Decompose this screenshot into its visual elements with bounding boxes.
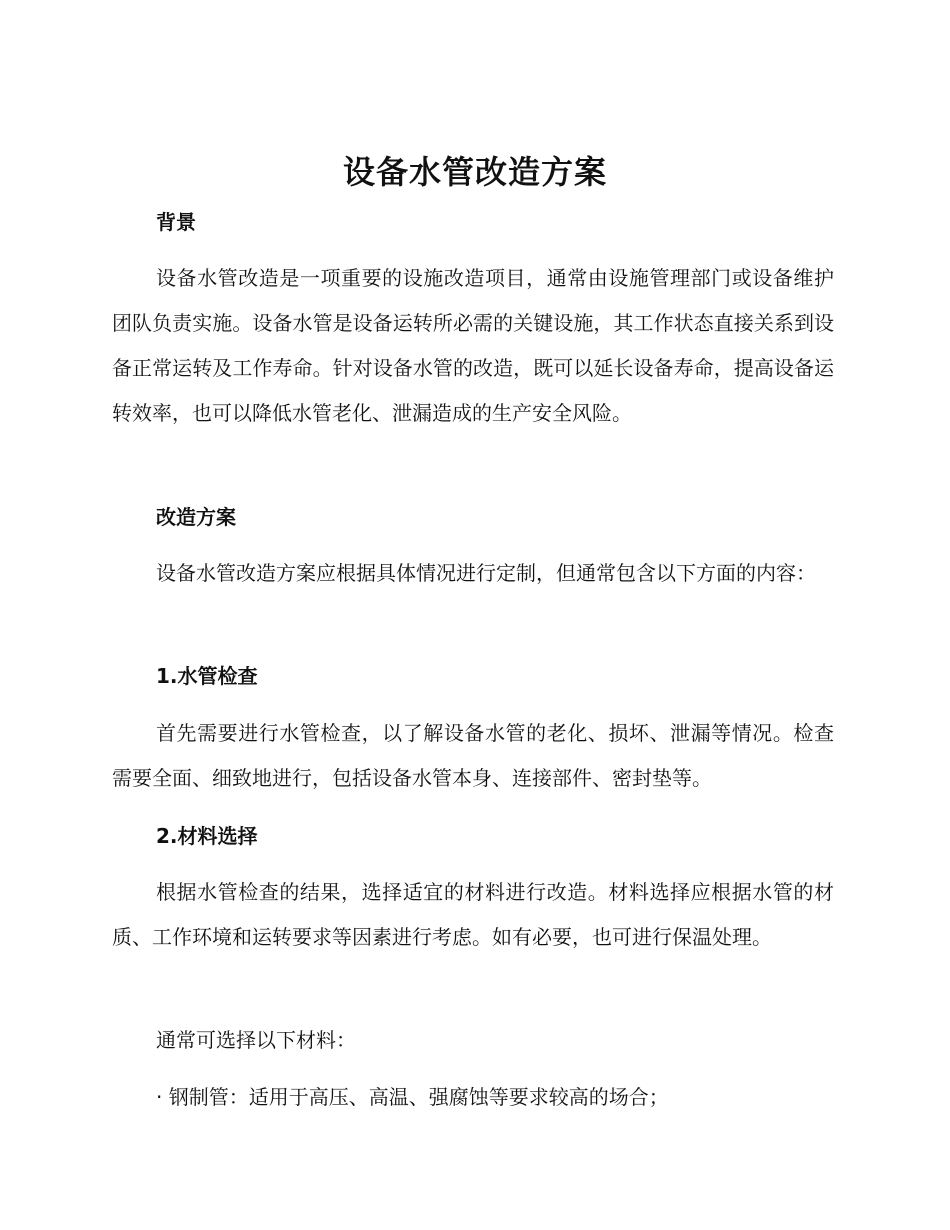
materials-list-intro: 通常可选择以下材料： xyxy=(156,1028,356,1052)
document-title: 设备水管改造方案 xyxy=(342,153,607,191)
section-heading-background: 背景 xyxy=(156,210,196,234)
section-heading-plan: 改造方案 xyxy=(156,505,236,529)
materials-paragraph: 根据水管检查的结果，选择适宜的材料进行改造。材料选择应根据水管的材质、工作环境和运转要求等因素进行考虑。如有必要，也可进行保温处理。 xyxy=(112,880,834,949)
section-heading-materials: 2.材料选择 xyxy=(156,824,258,848)
plan-intro-paragraph: 设备水管改造方案应根据具体情况进行定制，但通常包含以下方面的内容： xyxy=(156,561,816,585)
materials-list-item: · 钢制管：适用于高压、高温、强腐蚀等要求较高的场合； xyxy=(156,1085,669,1109)
inspection-paragraph: 首先需要进行水管检查，以了解设备水管的老化、损坏、泄漏等情况。检查需要全面、细致地进行，包括设备水管本身、连接部件、密封垫等。 xyxy=(112,721,834,790)
background-paragraph: 设备水管改造是一项重要的设施改造项目，通常由设施管理部门或设备维护团队负责实施。设备水管是设备运转所必需的关键设施，其工作状态直接关系到设备正常运转及工作寿命。针对设备水管的改造，既可以延长设备寿命，提高设备运转效率，也可以降低水管老化、泄漏造成的生产安全风险。 xyxy=(112,266,834,425)
section-heading-inspection: 1.水管检查 xyxy=(156,664,258,688)
